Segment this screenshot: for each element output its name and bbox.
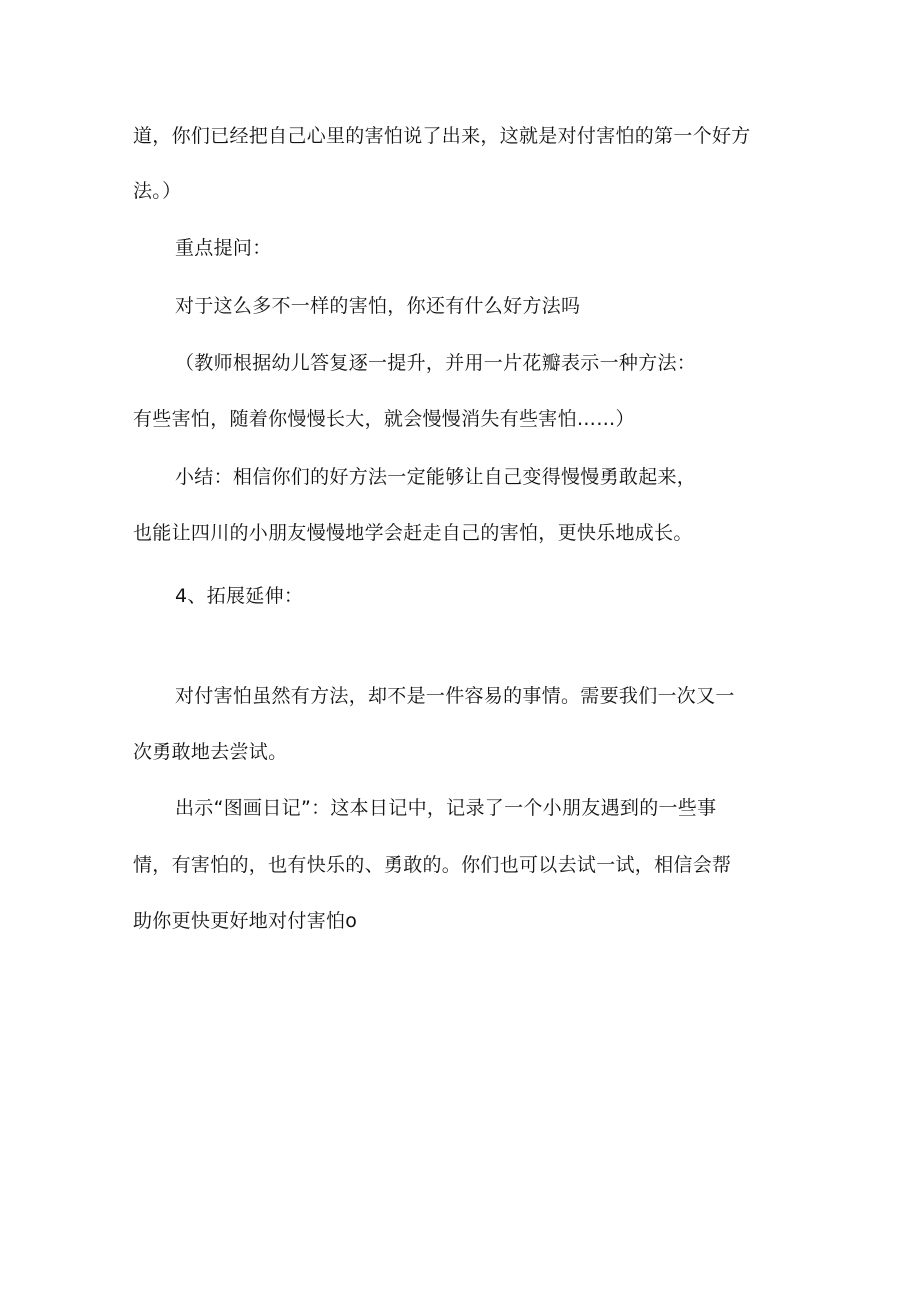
paragraph-line-6: 小结：相信你们的好方法一定能够让自己变得慢慢勇敢起来，	[175, 466, 697, 488]
paragraph-line-3: 对于这么多不一样的害怕，你还有什么好方法吗	[175, 295, 581, 317]
paragraph-line-4: （教师根据幼儿答复逐一提升，并用一片花瓣表示一种方法：	[175, 352, 697, 374]
paragraph-line-5: 有些害怕，随着你慢慢长大，就会慢慢消失有些害怕……）	[133, 408, 635, 430]
section-heading-key-question: 重点提问：	[175, 237, 272, 259]
paragraph-line-1: 道，你们已经把自己心里的害怕说了出来，这就是对付害怕的第一个好方	[133, 125, 751, 147]
paragraph-line-2: 法。）	[133, 180, 182, 202]
paragraph-line-12: 助你更快更好地对付害怕o	[133, 910, 358, 932]
paragraph-line-10: 出示“图画日记”：这本日记中，记录了一个小朋友遇到的一些事	[175, 797, 717, 819]
paragraph-line-9: 次勇敢地去尝试。	[133, 741, 288, 763]
paragraph-line-7: 也能让四川的小朋友慢慢地学会赶走自己的害怕，更快乐地成长。	[133, 522, 693, 544]
paragraph-line-11: 情，有害怕的，也有快乐的、勇敢的。你们也可以去试一试，相信会帮	[133, 854, 732, 876]
section-heading-extension: 4、拓展延伸：	[175, 585, 304, 607]
paragraph-line-8: 对付害怕虽然有方法，却不是一件容易的事情。需要我们一次又一	[175, 685, 735, 707]
